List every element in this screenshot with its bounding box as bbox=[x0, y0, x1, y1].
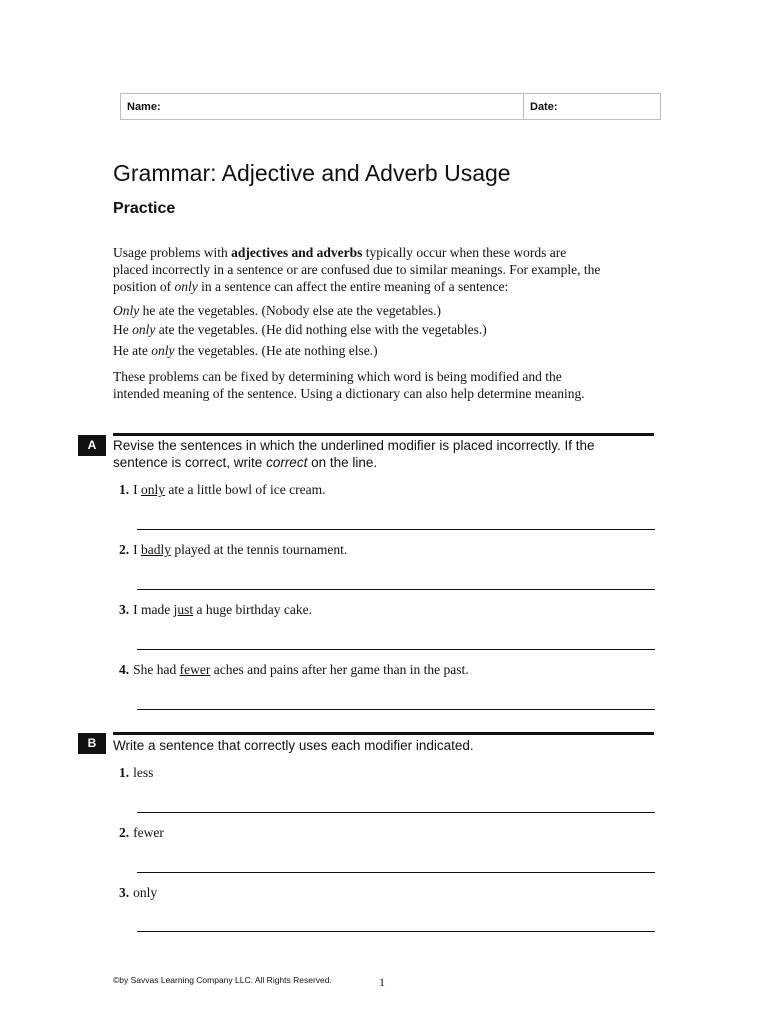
exercise-item: 2. I badly played at the tennis tournament. bbox=[119, 542, 348, 557]
answer-line[interactable] bbox=[137, 812, 655, 813]
section-a-divider bbox=[113, 433, 654, 436]
section-b-badge: B bbox=[78, 733, 106, 754]
exercise-item: 1. less bbox=[119, 765, 154, 780]
date-label: Date: bbox=[530, 101, 558, 113]
exercise-item: 3. only bbox=[119, 885, 158, 900]
exercise-item: 4. She had fewer aches and pains after her game than in the past. bbox=[119, 662, 469, 677]
exercise-item: 2. fewer bbox=[119, 825, 164, 840]
intro-paragraph: Usage problems with adjectives and adverbs typically occur when these words are placed incorrectly in a sentence or are confused due to similar meanings. For example, the position of only in a sentence can affect the entire meaning of a sentence: bbox=[113, 245, 601, 294]
closing-paragraph: These problems can be fixed by determining which word is being modified and the intended meaning of the sentence. Using a dictionary can also help determine meaning. bbox=[113, 369, 585, 401]
name-field[interactable] bbox=[121, 94, 524, 119]
section-b-instructions: Write a sentence that correctly uses each modifier indicated. bbox=[113, 738, 474, 753]
name-label: Name: bbox=[127, 101, 161, 113]
answer-line[interactable] bbox=[137, 589, 655, 590]
copyright-footer: ©by Savvas Learning Company LLC. All Rights Reserved. bbox=[113, 975, 332, 985]
answer-line[interactable] bbox=[137, 872, 655, 873]
section-a-instructions: Revise the sentences in which the underlined modifier is placed incorrectly. If the sentence is correct, write correct on the line. bbox=[113, 438, 595, 470]
page-subtitle: Practice bbox=[113, 200, 176, 217]
example-sentence: He only ate the vegetables. (He did nothing else with the vegetables.) bbox=[113, 322, 487, 337]
answer-line[interactable] bbox=[137, 649, 655, 650]
section-b-divider bbox=[113, 732, 654, 735]
example-sentence: He ate only the vegetables. (He ate nothing else.) bbox=[113, 343, 378, 358]
answer-line[interactable] bbox=[137, 931, 655, 932]
exercise-item: 1. I only ate a little bowl of ice cream. bbox=[119, 482, 326, 497]
example-sentence: Only he ate the vegetables. (Nobody else ate the vegetables.) bbox=[113, 303, 441, 318]
exercise-item: 3. I made just a huge birthday cake. bbox=[119, 602, 312, 617]
bold-term: adjectives and adverbs bbox=[231, 245, 363, 260]
date-field[interactable] bbox=[524, 94, 660, 119]
name-date-box bbox=[120, 93, 661, 120]
section-a-badge: A bbox=[78, 435, 106, 456]
answer-line[interactable] bbox=[137, 529, 655, 530]
page-number: 1 bbox=[379, 975, 385, 989]
page-title: Grammar: Adjective and Adverb Usage bbox=[113, 160, 511, 186]
answer-line[interactable] bbox=[137, 709, 655, 710]
